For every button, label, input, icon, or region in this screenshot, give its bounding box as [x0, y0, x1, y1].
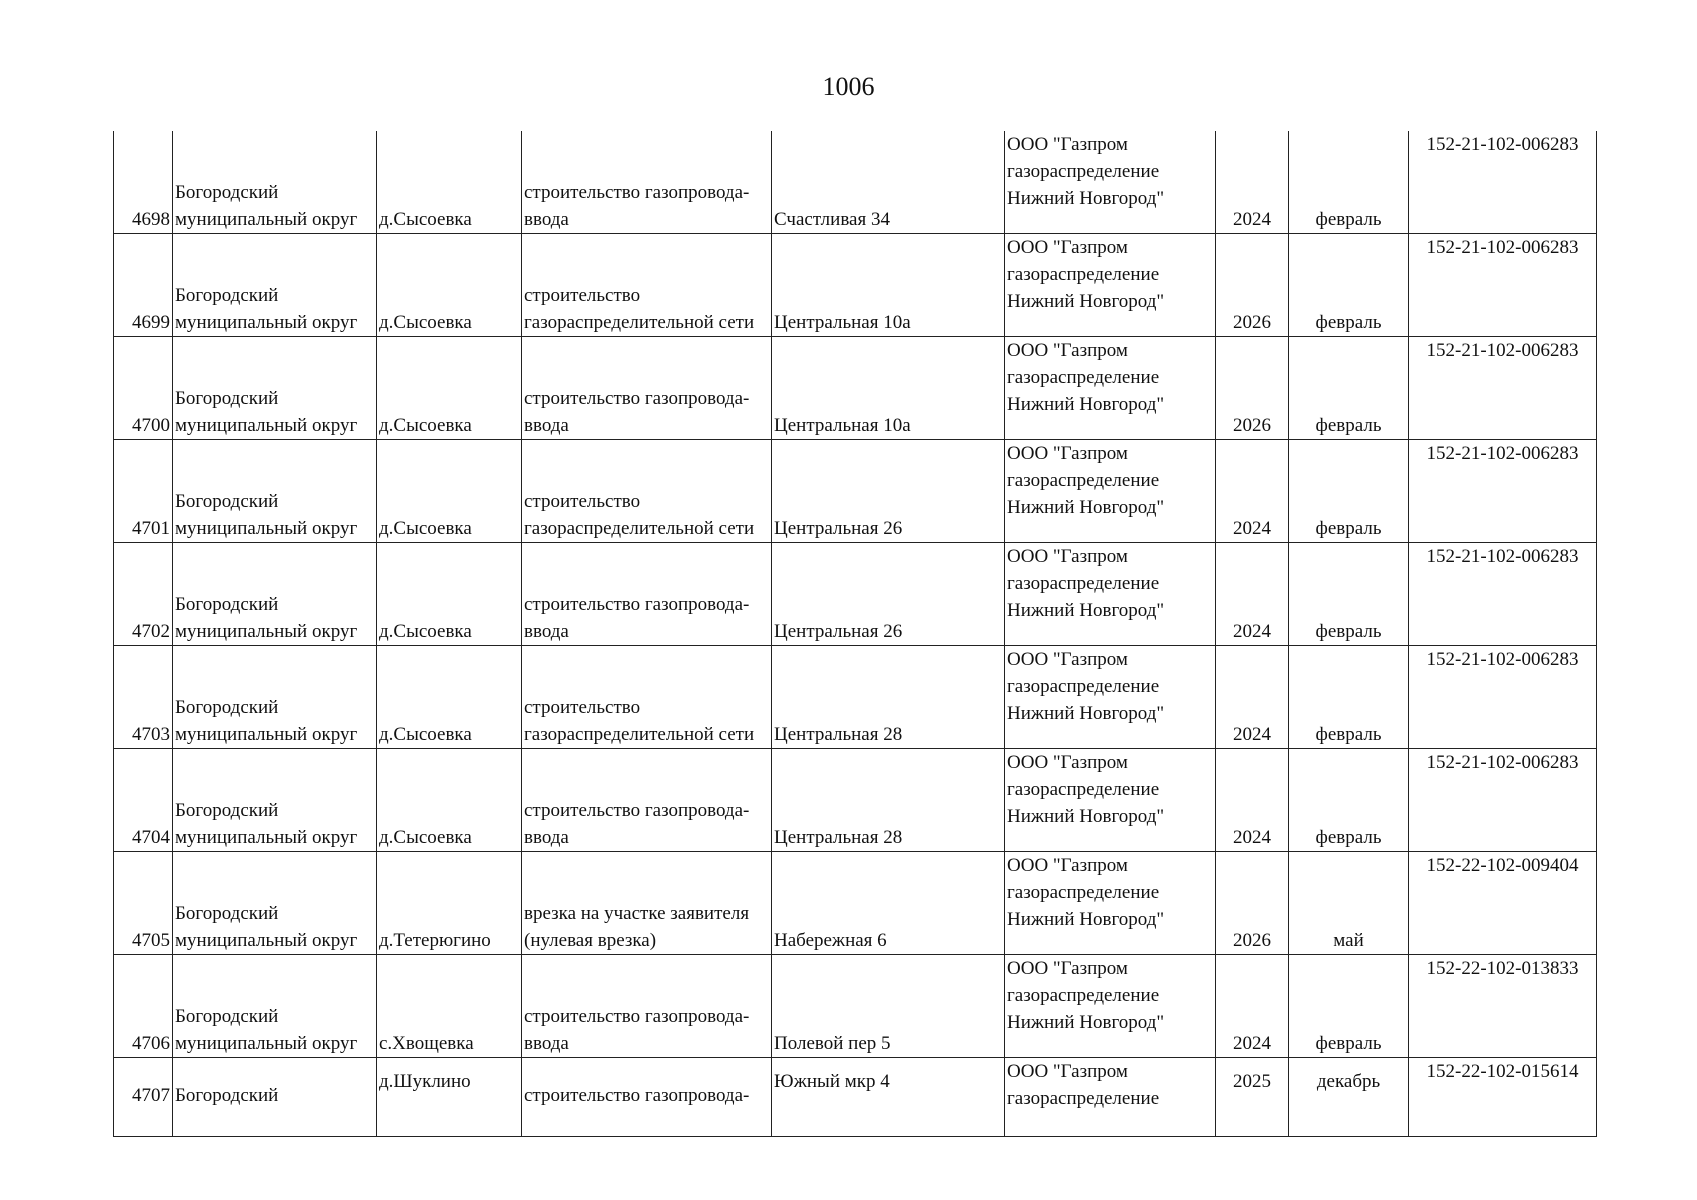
row-number: 4704 — [114, 749, 173, 852]
address-cell: Центральная 28 — [772, 749, 1005, 852]
municipality-cell: Богородский муниципальный округ — [173, 131, 377, 234]
organization-cell: ООО "Газпром газораспределение Нижний Новгород" — [1005, 337, 1216, 440]
address-cell: Набережная 6 — [772, 852, 1005, 955]
year-cell: 2025 — [1216, 1058, 1289, 1137]
locality-cell: д.Шуклино — [377, 1058, 522, 1137]
locality-cell: д.Сысоевка — [377, 749, 522, 852]
year-cell: 2026 — [1216, 337, 1289, 440]
code-cell: 152-21-102-006283 — [1409, 337, 1597, 440]
municipality-cell: Богородский муниципальный округ — [173, 646, 377, 749]
work-type-cell: строительство газораспределительной сети — [522, 440, 772, 543]
locality-cell: д.Сысоевка — [377, 337, 522, 440]
month-cell: май — [1289, 852, 1409, 955]
municipality-cell: Богородский муниципальный округ — [173, 749, 377, 852]
work-type-cell: строительство газопровода- — [522, 1058, 772, 1137]
work-type-cell: врезка на участке заявителя (нулевая врезка) — [522, 852, 772, 955]
address-cell: Центральная 10а — [772, 234, 1005, 337]
organization-cell: ООО "Газпром газораспределение Нижний Новгород" — [1005, 749, 1216, 852]
code-cell: 152-21-102-006283 — [1409, 749, 1597, 852]
organization-cell: ООО "Газпром газораспределение Нижний Новгород" — [1005, 646, 1216, 749]
table-row — [114, 955, 1597, 1058]
locality-cell: с.Хвощевка — [377, 955, 522, 1058]
month-cell: февраль — [1289, 955, 1409, 1058]
locality-cell: д.Тетерюгино — [377, 852, 522, 955]
organization-cell: ООО "Газпром газораспределение Нижний Новгород" — [1005, 955, 1216, 1058]
year-cell: 2024 — [1216, 749, 1289, 852]
organization-cell: ООО "Газпром газораспределение Нижний Новгород" — [1005, 440, 1216, 543]
work-type-cell: строительство газопровода-ввода — [522, 543, 772, 646]
table-row — [114, 131, 1597, 234]
row-number: 4702 — [114, 543, 173, 646]
organization-cell: ООО "Газпром газораспределение Нижний Новгород" — [1005, 131, 1216, 234]
row-number: 4701 — [114, 440, 173, 543]
municipality-cell: Богородский муниципальный округ — [173, 543, 377, 646]
locality-cell: д.Сысоевка — [377, 646, 522, 749]
code-cell: 152-21-102-006283 — [1409, 131, 1597, 234]
month-cell: февраль — [1289, 337, 1409, 440]
municipality-cell: Богородский — [173, 1058, 377, 1137]
municipality-cell: Богородский муниципальный округ — [173, 337, 377, 440]
year-cell: 2024 — [1216, 131, 1289, 234]
row-number: 4705 — [114, 852, 173, 955]
month-cell: февраль — [1289, 749, 1409, 852]
municipality-cell: Богородский муниципальный округ — [173, 955, 377, 1058]
year-cell: 2024 — [1216, 440, 1289, 543]
address-cell: Центральная 28 — [772, 646, 1005, 749]
work-type-cell: строительство газопровода-ввода — [522, 749, 772, 852]
municipality-cell: Богородский муниципальный округ — [173, 234, 377, 337]
row-number: 4707 — [114, 1058, 173, 1137]
year-cell: 2026 — [1216, 852, 1289, 955]
table-row — [114, 234, 1597, 337]
address-cell: Счастливая 34 — [772, 131, 1005, 234]
organization-cell: ООО "Газпром газораспределение Нижний Новгород" — [1005, 852, 1216, 955]
organization-cell: ООО "Газпром газораспределение — [1005, 1058, 1216, 1137]
address-cell: Центральная 10а — [772, 337, 1005, 440]
work-type-cell: строительство газопровода-ввода — [522, 337, 772, 440]
work-type-cell: строительство газораспределительной сети — [522, 646, 772, 749]
locality-cell: д.Сысоевка — [377, 234, 522, 337]
table-row — [114, 440, 1597, 543]
year-cell: 2024 — [1216, 646, 1289, 749]
locality-cell: д.Сысоевка — [377, 440, 522, 543]
month-cell: декабрь — [1289, 1058, 1409, 1137]
table-row — [114, 1058, 1597, 1137]
row-number: 4698 — [114, 131, 173, 234]
address-cell: Полевой пер 5 — [772, 955, 1005, 1058]
table-row — [114, 543, 1597, 646]
municipality-cell: Богородский муниципальный округ — [173, 852, 377, 955]
row-number: 4699 — [114, 234, 173, 337]
code-cell: 152-21-102-006283 — [1409, 440, 1597, 543]
month-cell: февраль — [1289, 131, 1409, 234]
month-cell: февраль — [1289, 646, 1409, 749]
code-cell: 152-21-102-006283 — [1409, 234, 1597, 337]
work-type-cell: строительство газораспределительной сети — [522, 234, 772, 337]
address-cell: Центральная 26 — [772, 440, 1005, 543]
work-type-cell: строительство газопровода-ввода — [522, 131, 772, 234]
code-cell: 152-21-102-006283 — [1409, 543, 1597, 646]
table-row — [114, 749, 1597, 852]
table-body — [114, 131, 1597, 1137]
data-table — [113, 131, 1597, 1137]
code-cell: 152-22-102-015614 — [1409, 1058, 1597, 1137]
code-cell: 152-22-102-013833 — [1409, 955, 1597, 1058]
year-cell: 2024 — [1216, 543, 1289, 646]
table-row — [114, 337, 1597, 440]
address-cell: Южный мкр 4 — [772, 1058, 1005, 1137]
year-cell: 2026 — [1216, 234, 1289, 337]
year-cell: 2024 — [1216, 955, 1289, 1058]
row-number: 4703 — [114, 646, 173, 749]
organization-cell: ООО "Газпром газораспределение Нижний Новгород" — [1005, 234, 1216, 337]
table-row — [114, 646, 1597, 749]
month-cell: февраль — [1289, 440, 1409, 543]
month-cell: февраль — [1289, 234, 1409, 337]
month-cell: февраль — [1289, 543, 1409, 646]
table-row — [114, 852, 1597, 955]
organization-cell: ООО "Газпром газораспределение Нижний Новгород" — [1005, 543, 1216, 646]
page-number: 1006 — [822, 72, 875, 101]
work-type-cell: строительство газопровода-ввода — [522, 955, 772, 1058]
municipality-cell: Богородский муниципальный округ — [173, 440, 377, 543]
locality-cell: д.Сысоевка — [377, 131, 522, 234]
code-cell: 152-21-102-006283 — [1409, 646, 1597, 749]
row-number: 4700 — [114, 337, 173, 440]
address-cell: Центральная 26 — [772, 543, 1005, 646]
code-cell: 152-22-102-009404 — [1409, 852, 1597, 955]
row-number: 4706 — [114, 955, 173, 1058]
locality-cell: д.Сысоевка — [377, 543, 522, 646]
